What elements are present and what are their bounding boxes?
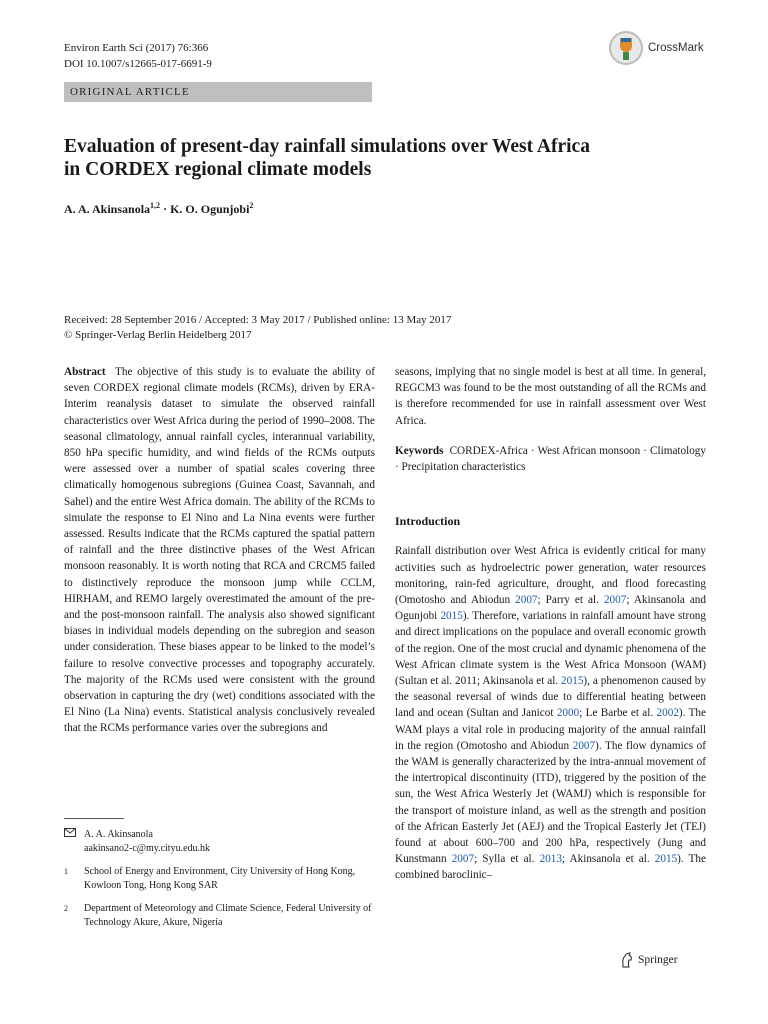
abstract-text: The objective of this study is to evaluate the ability of seven CORDEX regional climate models (RCMs), driven by ERA-Interim reanalysis dataset to simulate the observed rainfall characteristics over West Africa during the period of 1990–2008. The seasonal climatology, annual rainfall cycles, interannual variability, 850 hPa specific humidity, and wind fields of the RCMs outputs were assessed over a number of spatial scales covering three climatically homogenous subregions (Guinea Coast, Savannah, and Sahel) and the entire West Africa domain. The ability of the RCMs to simulate the response to El Nino and La Nina events were further assessed. Results indicate that the RCMs captured the spatial pattern of rainfall and the three distinctive phases of the West African monsoon reasonably. It is worth noting that RCA and CRCM5 failed to distinctively reproduce the monsoon jump while CCLM, HIRHAM, and REMO largely overestimated the amount of the pre- and the post-monsoon rainfall. The analysis also showed significant biases in individual models depending on the subregion and season under consideration. These biases appear to be linked to the model’s failure to resolve convective processes and topography accurately. The majority of the RCMs used were consistent with the ground observation in capturing the dry (wet) conditions associated with the El Nino (La Nina) events. Statistical analysis conclusively revealed that the RCMs performance varies over the subregions and	[64, 366, 375, 735]
paper-title	[64, 135, 704, 181]
citation-link[interactable]: 2007	[515, 594, 538, 607]
keywords-label: Keywords	[395, 444, 444, 457]
doi[interactable]: DOI 10.1007/s12665-017-6691-9	[64, 58, 212, 70]
author-affiliation-sup: 1,2	[150, 201, 161, 210]
abstract-continuation: seasons, implying that no single model is best at all time. In general, REGCM3 was found to be the most outstanding of all the RCMs and is therefore recommended for use in rainfall assessment over West Africa.	[395, 366, 706, 427]
title-line: in CORDEX regional climate models	[64, 159, 372, 180]
intro-text: ; Sylla et al.	[474, 853, 540, 866]
abstract-label: Abstract	[64, 366, 106, 378]
intro-text: ). The flow dynamics of the WAM is generally characterized by the intra-annual movement of the intertropical discontinuity (ITD), triggered by the position of the sun, the West Africa Westerly Jet (WAMJ) which is responsible for the transport of moisture inland, as well as the strength and position of the African Easterly Jet (AEJ) and the Tropical Easterly Jet (TEJ) found at about 600–700 and 200 hPa, respectively (Jung and Kunstmann	[395, 739, 706, 866]
left-column	[64, 364, 375, 737]
citation-link[interactable]: 2007	[572, 739, 596, 752]
copyright: © Springer-Verlag Berlin Heidelberg 2017	[64, 329, 252, 341]
section-heading-introduction: Introduction	[395, 514, 461, 529]
affiliation	[64, 865, 375, 892]
footnote-rule	[64, 818, 124, 819]
affiliation-text: Department of Meteorology and Climate Science, Federal University of Technology Akure, Akure, Nigeria	[84, 903, 372, 928]
intro-text: Rainfall distribution over West Africa is evidently critical for many activities such as hydroelectric power generation, water resources monitoring, rain-fed agriculture, drought, and flood forecasting (Omotosho and Abiodun	[395, 545, 706, 607]
publisher-name: Springer	[638, 954, 678, 966]
keywords	[395, 443, 706, 475]
author-list	[64, 201, 253, 217]
citation-link[interactable]: 2015	[440, 610, 463, 623]
citation-link[interactable]: 2013	[539, 853, 562, 866]
intro-text: ), a phenomenon caused by the seasonal reversal of winds due to differential heating between land and ocean (Sultan and Janicot	[395, 675, 706, 720]
title-line: Evaluation of present-day rainfall simulations over West Africa	[64, 136, 590, 157]
citation-link[interactable]: 2002	[656, 707, 679, 720]
corresponding-name: A. A. Akinsanola	[84, 829, 153, 840]
right-column	[395, 364, 706, 884]
introduction-body	[395, 543, 706, 883]
journal-citation: Environ Earth Sci (2017) 76:366	[64, 42, 209, 54]
affiliation	[64, 902, 375, 929]
citation-link[interactable]: 2015	[654, 853, 678, 866]
citation-link[interactable]: 2015	[561, 675, 584, 688]
corresponding-email[interactable]: aakinsano2-c@my.cityu.edu.hk	[84, 842, 211, 854]
intro-text: ; Akinsanola et al.	[561, 853, 655, 866]
crossmark-label: CrossMark	[648, 42, 704, 54]
journal-meta	[64, 40, 212, 72]
affiliation-text: School of Energy and Environment, City University of Hong Kong, Kowloon Tong, Hong Kong SAR	[84, 866, 356, 891]
intro-text: ; Le Barbe et al.	[579, 707, 657, 720]
corresponding-author	[64, 828, 375, 855]
abstract	[64, 364, 375, 737]
springer-horse-icon	[620, 952, 634, 968]
article-type: ORIGINAL ARTICLE	[70, 86, 190, 98]
envelope-icon	[64, 828, 84, 855]
publisher-logo	[620, 952, 678, 968]
footnotes	[64, 828, 375, 939]
crossmark-icon	[608, 30, 644, 66]
article-type-band	[64, 82, 372, 102]
affiliation-number: 1	[64, 867, 68, 876]
history-dates: Received: 28 September 2016 / Accepted: 3 May 2017 / Published online: 13 May 2017	[64, 314, 452, 326]
citation-link[interactable]: 2007	[451, 853, 475, 866]
author-separator: ·	[160, 202, 171, 216]
author-affiliation-sup: 2	[249, 201, 254, 210]
intro-text: ). The WAM plays a vital role in producing majority of the annual rainfall in the region (Omotosho and Abiodun	[395, 707, 706, 752]
publication-dates	[64, 313, 451, 343]
keywords-text: CORDEX-Africa · West African monsoon · Climatology · Precipitation characteristics	[395, 444, 706, 474]
intro-text: ). Therefore, variations in rainfall amount have strong and direct implications on the populace and overall economic growth of the region. One of the most crucial and dynamic phenomena of the West African climate system is the West Africa Monsoon (WAM) (Sultan et al. 2011; Akinsanola et al.	[395, 610, 706, 688]
crossmark-badge[interactable]	[608, 30, 704, 66]
citation-link[interactable]: 2000	[556, 707, 580, 720]
citation-link[interactable]: 2007	[603, 594, 627, 607]
author-name[interactable]: A. A. Akinsanola	[64, 202, 151, 216]
intro-text: ; Parry et al.	[537, 594, 604, 607]
intro-text: ). The combined baroclinic–	[395, 853, 706, 882]
intro-text: ; Akinsanola and Ogunjobi	[395, 594, 706, 623]
affiliation-number: 2	[64, 904, 68, 913]
author-name[interactable]: K. O. Ogunjobi	[170, 202, 250, 216]
